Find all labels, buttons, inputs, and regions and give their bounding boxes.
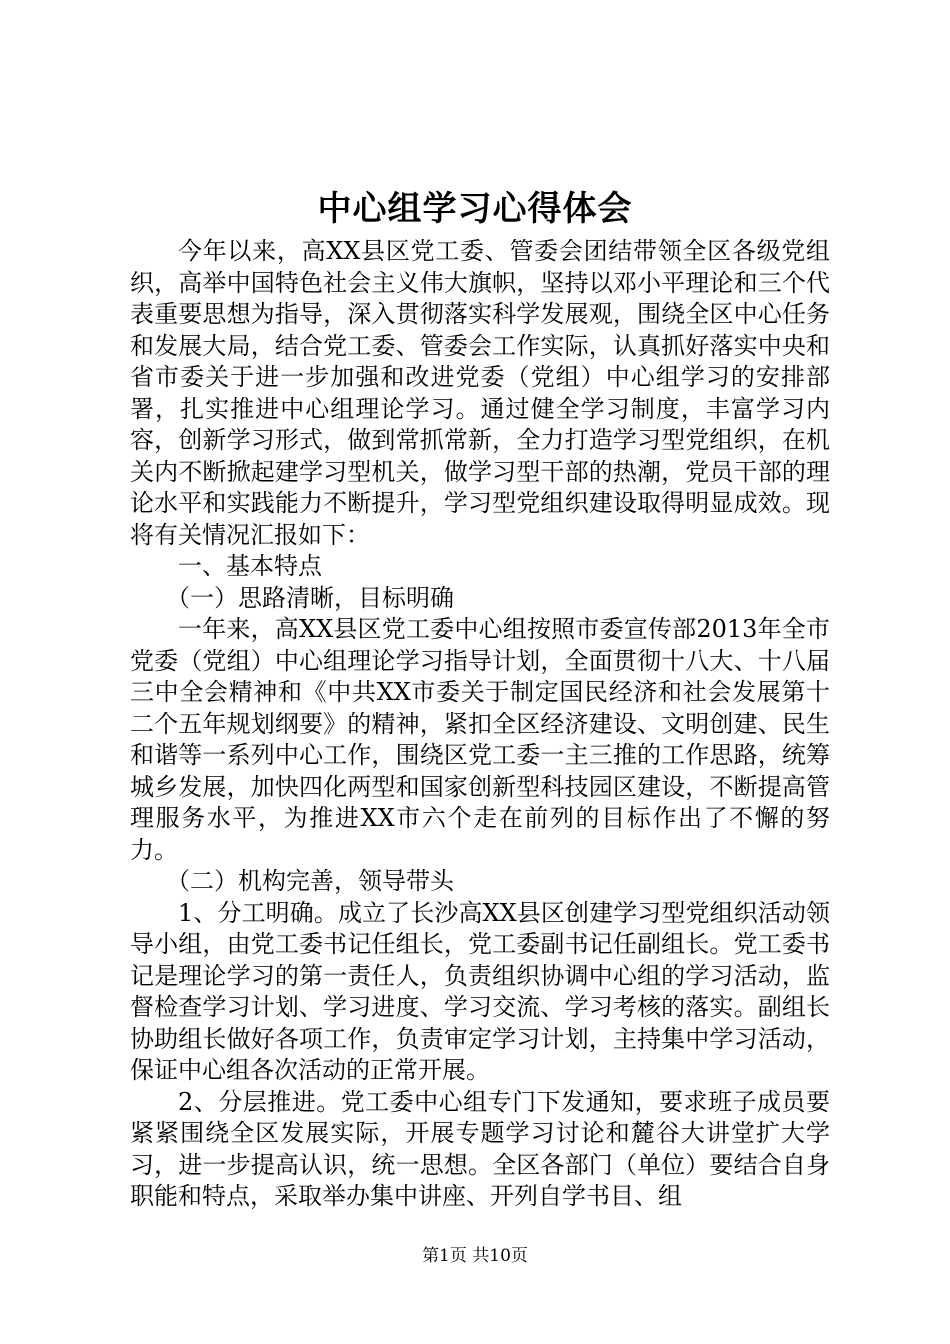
point-layered-promotion: 2、分层推进。党工委中心组专门下发通知，要求班子成员要紧紧围绕全区发展实际，开展专题学习讨论和麓谷大讲堂扩大学习，进一步提高认识，统一思想。全区各部门（单位）要结合自身职能和特点，采取举办集中讲座、开列自学书目、组 <box>130 1087 830 1210</box>
point-division-of-labor: 1、分工明确。成立了长沙高XX县区创建学习型党组织活动领导小组，由党工委书记任组长，党工委副书记任副组长。党工委书记是理论学习的第一责任人，负责组织协调中心组的学习活动，监督检查学习计划、学习进度、学习交流、学习考核的落实。副组长协助组长做好各项工作，负责审定学习计划，主持集中学习活动，保证中心组各次活动的正常开展。 <box>130 898 830 1084</box>
clear-thinking-paragraph: 一年来，高XX县区党工委中心组按照市委宣传部2013年全市党委（党组）中心组理论学习指导计划，全面贯彻十八大、十八届三中全会精神和《中共XX市委关于制定国民经济和社会发展第十二个五年规划纲要》的精神，紧扣全区经济建设、文明创建、民生和谐等一系列中心工作，围绕区党工委一主三推的工作思路，统筹城乡发展，加快四化两型和国家创新型科技园区建设，不断提高管理服务水平，为推进XX市六个走在前列的目标作出了不懈的努力。 <box>130 615 830 864</box>
subsection-heading-organization: （二）机构完善，领导带头 <box>166 867 454 895</box>
subsection-heading-clear-thinking: （一）思路清晰，目标明确 <box>166 583 454 612</box>
document-body <box>130 236 830 1213</box>
document-title: 中心组学习心得体会 <box>317 189 633 229</box>
page-footer: 第1页 共10页 <box>422 1246 528 1266</box>
intro-paragraph: 今年以来，高XX县区党工委、管委会团结带领全区各级党组织，高举中国特色社会主义伟大旗帜，坚持以邓小平理论和三个代表重要思想为指导，深入贯彻落实科学发展观，围绕全区中心任务和发展大局，结合党工委、管委会工作实际，认真抓好落实中央和省市委关于进一步加强和改进党委（党组）中心组学习的安排部署，扎实推进中心组理论学习。通过健全学习制度，丰富学习内容，创新学习形式，做到常抓常新，全力打造学习型党组织，在机关内不断掀起建学习型机关，做学习型干部的热潮，党员干部的理论水平和实践能力不断提升，学习型党组织建设取得明显成效。现将有关情况汇报如下： <box>130 237 830 549</box>
section-heading-basic-features: 一、基本特点 <box>178 552 322 580</box>
